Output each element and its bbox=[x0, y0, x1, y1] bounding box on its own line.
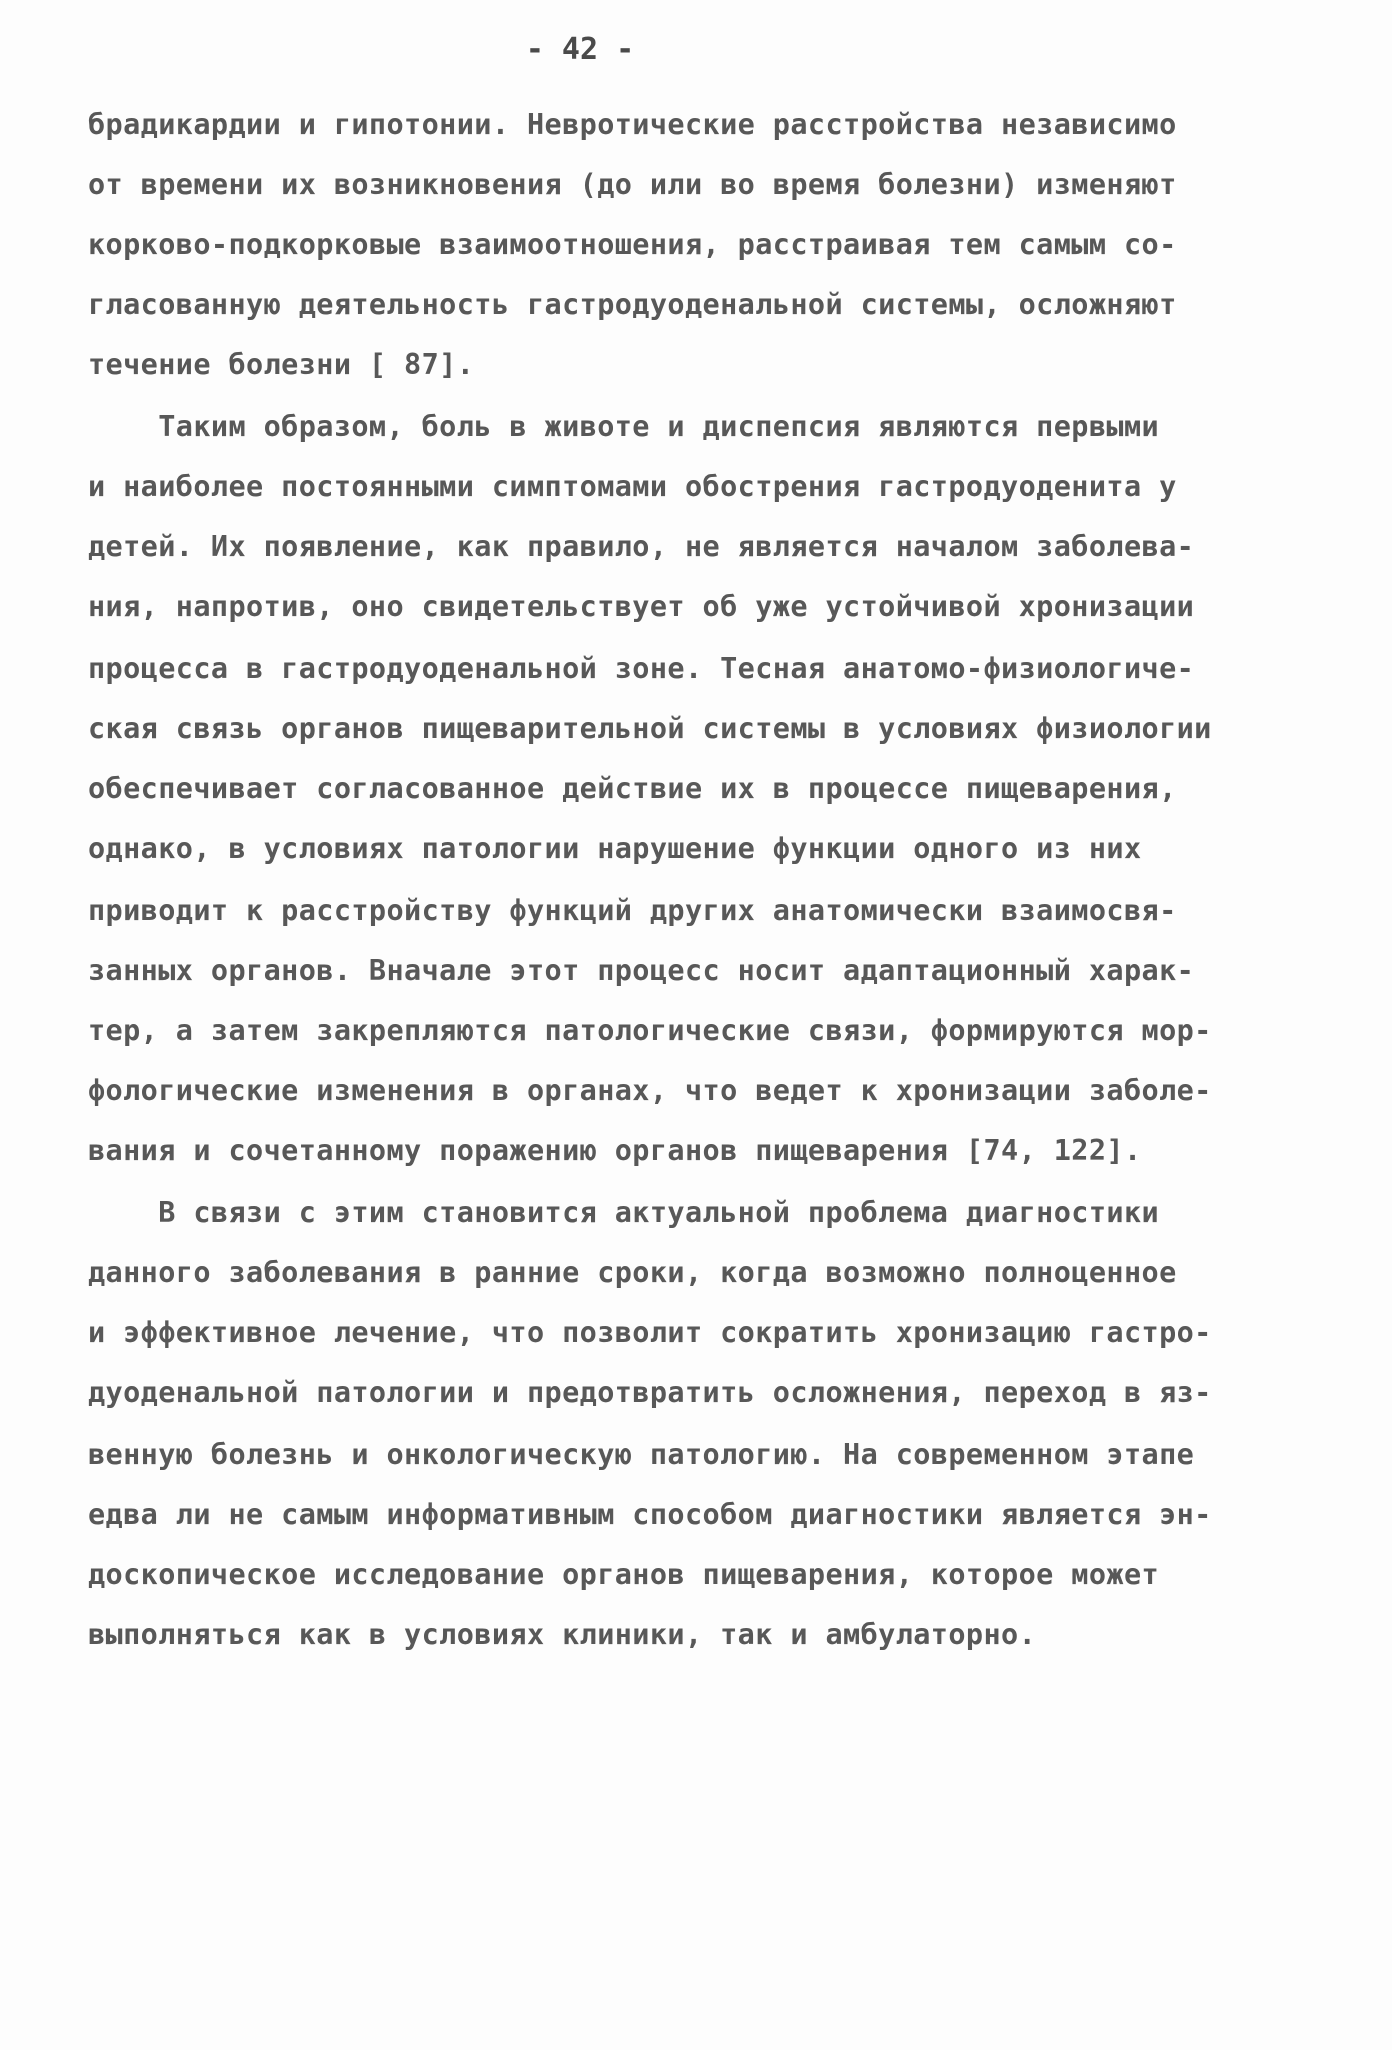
text-line-2: от времени их возникновения (до или во время болезни) изменяют bbox=[88, 168, 1177, 201]
text-line-16: тер, а затем закрепляются патологические связи, формируются мор- bbox=[88, 1014, 1212, 1047]
text-line-14: приводит к расстройству функций других анатомически взаимосвя- bbox=[88, 894, 1177, 927]
text-line-18: вания и сочетанному поражению органов пищеварения [74, 122]. bbox=[88, 1134, 1142, 1167]
text-line-19: В связи с этим становится актуальной проблема диагностики bbox=[88, 1196, 1160, 1229]
text-line-3: корково-подкорковые взаимоотношения, расстраивая тем самым со- bbox=[88, 228, 1177, 261]
text-line-22: дуоденальной патологии и предотвратить осложнения, переход в яз- bbox=[88, 1376, 1212, 1409]
text-line-1: брадикардии и гипотонии. Невротические расстройства независимо bbox=[88, 108, 1177, 141]
text-line-21: и эффективное лечение, что позволит сократить хронизацию гастро- bbox=[88, 1316, 1212, 1349]
text-line-6: Таким образом, боль в животе и диспепсия являются первыми bbox=[88, 410, 1160, 443]
text-line-9: ния, напротив, оно свидетельствует об уже устойчивой хронизации bbox=[88, 590, 1195, 623]
text-line-24: едва ли не самым информативным способом диагностики является эн- bbox=[88, 1498, 1212, 1531]
text-line-26: выполняться как в условиях клиники, так и амбулаторно. bbox=[88, 1618, 1037, 1651]
text-line-11: ская связь органов пищеварительной системы в условиях физиологии bbox=[88, 712, 1212, 745]
text-line-10: процесса в гастродуоденальной зоне. Тесная анатомо-физиологиче- bbox=[88, 652, 1195, 685]
text-line-20: данного заболевания в ранние сроки, когда возможно полноценное bbox=[88, 1256, 1177, 1289]
text-line-13: однако, в условиях патологии нарушение функции одного из них bbox=[88, 832, 1142, 865]
text-line-8: детей. Их появление, как правило, не является началом заболева- bbox=[88, 530, 1195, 563]
text-line-25: доскопическое исследование органов пищеварения, которое может bbox=[88, 1558, 1160, 1591]
text-line-17: фологические изменения в органах, что ведет к хронизации заболе- bbox=[88, 1074, 1212, 1107]
text-line-7: и наиболее постоянными симптомами обострения гастродуоденита у bbox=[88, 470, 1177, 503]
text-line-5: течение болезни [ 87]. bbox=[88, 348, 475, 381]
text-line-12: обеспечивает согласованное действие их в процессе пищеварения, bbox=[88, 772, 1177, 805]
text-line-23: венную болезнь и онкологическую патологию. На современном этапе bbox=[88, 1438, 1195, 1471]
page-number: - 42 - bbox=[525, 32, 635, 67]
text-line-15: занных органов. Вначале этот процесс носит адаптационный харак- bbox=[88, 954, 1195, 987]
text-line-4: гласованную деятельность гастродуоденальной системы, осложняют bbox=[88, 288, 1177, 321]
